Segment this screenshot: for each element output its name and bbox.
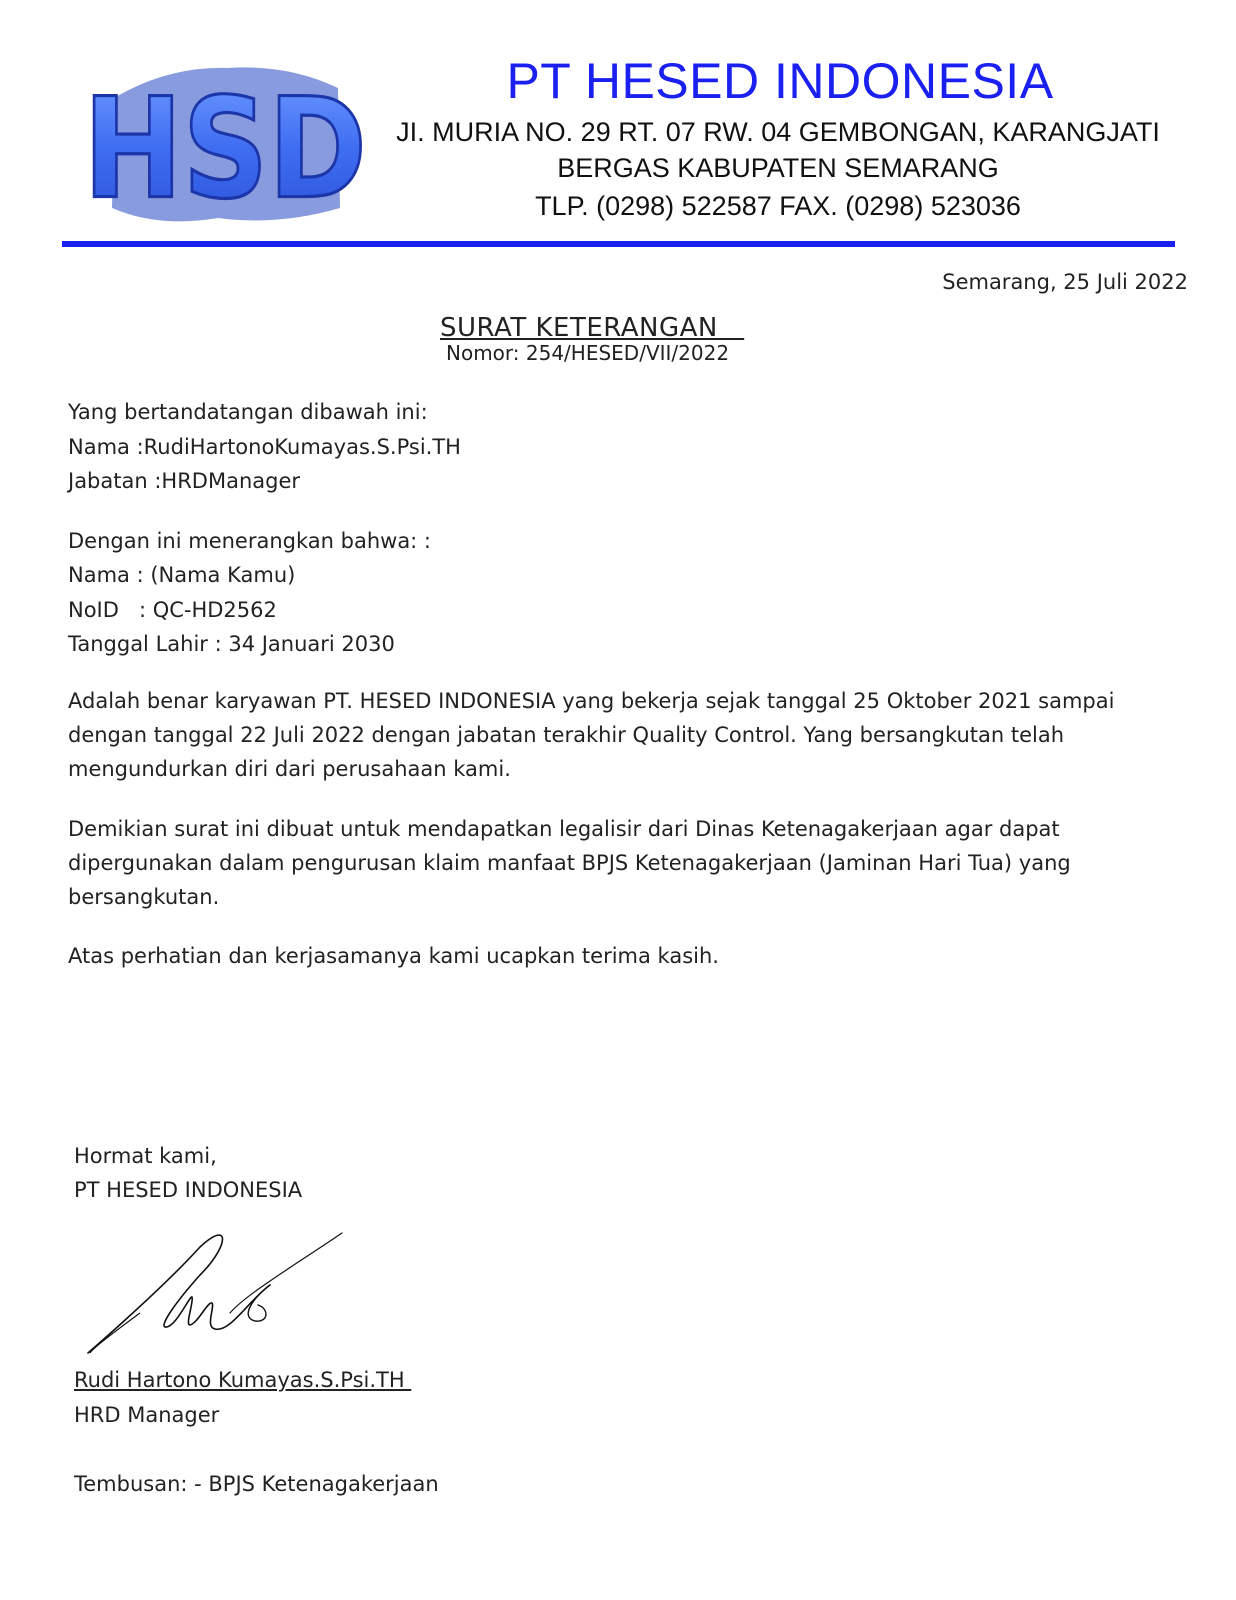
signature-image (80, 1225, 350, 1365)
signer-title: HRD Manager (74, 1403, 220, 1427)
letterhead (0, 0, 1236, 260)
carbon-copy: Tembusan: - BPJS Ketenagakerjaan (74, 1472, 439, 1496)
subject-intro: Dengan ini menerangkan bahwa: : (68, 529, 432, 553)
closing-company: PT HESED INDONESIA (74, 1178, 303, 1202)
company-logo (83, 58, 367, 230)
subject-name: Nama : (Nama Kamu) (68, 563, 296, 587)
paragraph-purpose: Demikian surat ini dibuat untuk mendapatkan legalisir dari Dinas Ketenagakerjaan agar dapat dipergunakan dalam pengurusan klaim manfaat BPJS Ketenagakerjaan (Jaminan Hari Tua) yang bersangkutan. (68, 817, 1071, 909)
address-line-3: TLP. (0298) 522587 FAX. (0298) 523036 (535, 191, 1021, 221)
closing-greeting: Hormat kami, (74, 1144, 217, 1168)
signer-name: Rudi Hartono Kumayas.S.Psi.TH (74, 1368, 412, 1392)
letter-number: Nomor: 254/HESED/VII/2022 (446, 341, 730, 365)
letter-date: Semarang, 25 Juli 2022 (942, 270, 1188, 294)
signatory-position: Jabatan :HRDManager (68, 469, 301, 493)
address-line-1: JI. MURIA NO. 29 RT. 07 RW. 04 GEMBONGAN, KARANGJATI (396, 117, 1160, 147)
header-divider (62, 241, 1175, 247)
paragraph-employment: Adalah benar karyawan PT. HESED INDONESIA yang bekerja sejak tanggal 25 Oktober 2021 sampai dengan tanggal 22 Juli 2022 dengan jabatan terakhir Quality Control. Yang bersangkutan telah mengundurkan diri dari perusahaan kami. (68, 689, 1115, 781)
subject-birth-date: Tanggal Lahir : 34 Januari 2030 (68, 632, 395, 656)
subject-id: NoID : QC-HD2562 (68, 598, 277, 622)
letter-title: SURAT KETERANGAN (440, 313, 745, 343)
paragraph-thanks: Atas perhatian dan kerjasamanya kami ucapkan terima kasih. (68, 944, 719, 968)
address-line-2: BERGAS KABUPATEN SEMARANG (557, 153, 999, 183)
company-name: PT HESED INDONESIA (506, 53, 1054, 109)
signatory-name: Nama :RudiHartonoKumayas.S.Psi.TH (68, 435, 461, 459)
logo-text: HSD (83, 68, 367, 230)
signatory-intro: Yang bertandatangan dibawah ini: (68, 400, 428, 424)
